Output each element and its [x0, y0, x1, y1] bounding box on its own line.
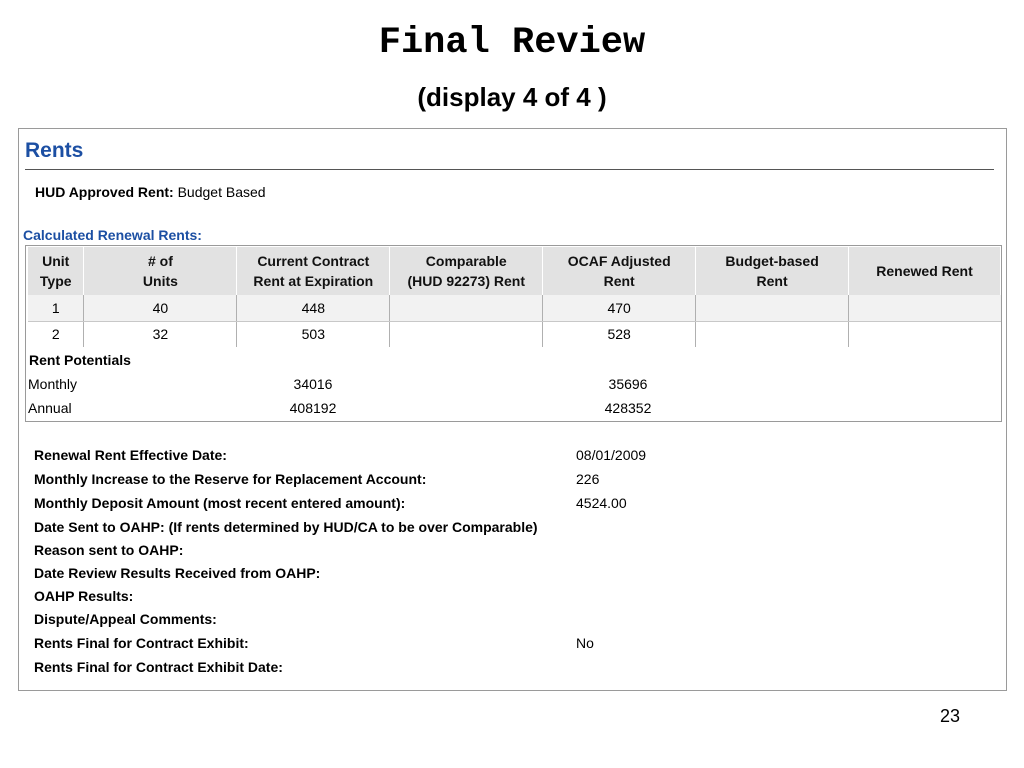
rent-potential-ocaf: 428352 [604, 400, 652, 416]
renewal-rents-table-box [25, 245, 1002, 422]
field-value-monthly-increase-reserve: 226 [576, 471, 600, 487]
table-row [28, 295, 1001, 321]
cell-num-units: 32 [84, 321, 237, 347]
renewal-rents-table [28, 247, 1001, 347]
cell-ocaf-adjusted-rent: 528 [543, 321, 696, 347]
section-divider [25, 169, 994, 170]
rent-potential-current: 34016 [293, 376, 333, 392]
cell-unit-type: 1 [28, 295, 84, 321]
cell-unit-type: 2 [28, 321, 84, 347]
cell-ocaf-adjusted-rent: 470 [543, 295, 696, 321]
field-label-rents-final-contract-exhibit-date: Rents Final for Contract Exhibit Date: [34, 659, 283, 675]
rent-potential-row-annual [28, 400, 988, 420]
rent-potential-label: Annual [28, 400, 72, 416]
field-label-monthly-deposit-amount: Monthly Deposit Amount (most recent entered amount): [34, 495, 406, 511]
cell-budget-based-rent [696, 321, 849, 347]
field-label-dispute-appeal-comments: Dispute/Appeal Comments: [34, 611, 217, 627]
col-header-ocaf-adjusted-rent: OCAF Adjusted Rent [543, 247, 696, 295]
field-label-oahp-results: OAHP Results: [34, 588, 134, 604]
rent-potential-ocaf: 35696 [608, 376, 648, 392]
cell-comparable-rent [390, 295, 543, 321]
col-header-budget-based-rent: Budget-based Rent [696, 247, 849, 295]
cell-comparable-rent [390, 321, 543, 347]
section-title-rents: Rents [25, 139, 84, 162]
field-label-rents-final-contract-exhibit: Rents Final for Contract Exhibit: [34, 635, 249, 651]
rent-potential-row-monthly [28, 376, 988, 396]
table-header-row [28, 247, 1001, 295]
field-label-date-sent-to-oahp: Date Sent to OAHP: (If rents determined by HUD/CA to be over Comparable) [34, 519, 538, 535]
hud-approved-rent [35, 184, 266, 200]
rent-potentials-title: Rent Potentials [29, 352, 131, 368]
cell-budget-based-rent [696, 295, 849, 321]
hud-approved-rent-label: HUD Approved Rent: [35, 184, 174, 200]
hud-approved-rent-value: Budget Based [177, 184, 266, 200]
field-value-monthly-deposit-amount: 4524.00 [576, 495, 627, 511]
field-label-renewal-rent-effective-date: Renewal Rent Effective Date: [34, 447, 227, 463]
cell-num-units: 40 [84, 295, 237, 321]
cell-renewed-rent [849, 321, 1001, 347]
rent-potential-current: 408192 [289, 400, 337, 416]
slide-subtitle: (display 4 of 4 ) [417, 82, 607, 112]
field-label-monthly-increase-reserve: Monthly Increase to the Reserve for Replacement Account: [34, 471, 427, 487]
page-number: 23 [940, 706, 961, 726]
cell-current-contract-rent: 503 [237, 321, 390, 347]
field-label-date-review-results: Date Review Results Received from OAHP: [34, 565, 321, 581]
col-header-renewed-rent: Renewed Rent [849, 247, 1001, 295]
slide-title: Final Review [378, 22, 646, 64]
cell-renewed-rent [849, 295, 1001, 321]
col-header-num-units: # of Units [84, 247, 237, 295]
col-header-unit-type: Unit Type [28, 247, 84, 295]
col-header-current-contract-rent: Current Contract Rent at Expiration [237, 247, 390, 295]
calculated-renewal-rents-label: Calculated Renewal Rents: [23, 227, 202, 243]
field-value-renewal-rent-effective-date: 08/01/2009 [576, 447, 647, 463]
rents-panel [18, 128, 1007, 691]
table-row [28, 321, 1001, 347]
rent-potential-label: Monthly [28, 376, 78, 392]
col-header-comparable-rent: Comparable (HUD 92273) Rent [390, 247, 543, 295]
cell-current-contract-rent: 448 [237, 295, 390, 321]
field-label-reason-sent-to-oahp: Reason sent to OAHP: [34, 542, 184, 558]
field-value-rents-final-contract-exhibit: No [576, 635, 594, 651]
